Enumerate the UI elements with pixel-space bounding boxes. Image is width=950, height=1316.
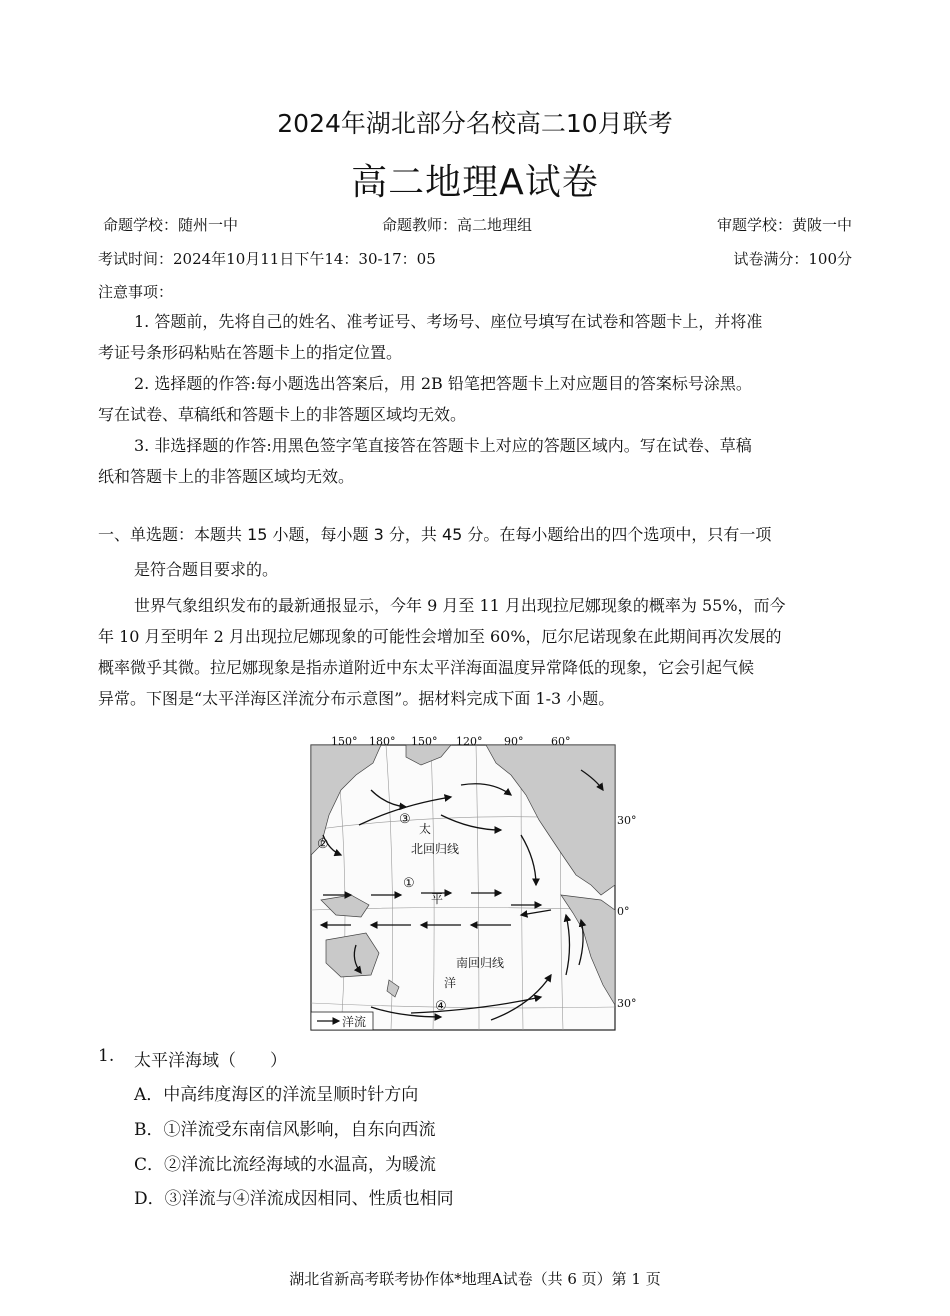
lon-label: 60° — [551, 735, 571, 748]
option-d: D．③洋流与④洋流成因相同、性质也相同 — [134, 1189, 454, 1209]
passage-line: 概率微乎其微。拉尼娜现象是指赤道附近中东太平洋海面温度异常降低的现象，它会引起气候 — [98, 658, 755, 677]
marker-1: ① — [403, 876, 415, 891]
notice-line: 考证号条形码粘贴在答题卡上的指定位置。 — [98, 343, 403, 362]
passage-line: 世界气象组织发布的最新通报显示，今年 9 月至 11 月出现拉尼娜现象的概率为 55%，而今 — [134, 596, 786, 615]
lat-label: 30° — [617, 997, 637, 1010]
lat-label: 30° — [617, 814, 637, 827]
section-heading: 一、单选题：本题共 15 小题，每小题 3 分，共 45 分。在每小题给出的四个选项中，只有一项 — [98, 525, 772, 544]
lon-label: 120° — [456, 735, 483, 748]
question-stem: 太平洋海域（ ） — [134, 1051, 287, 1071]
lon-label: 90° — [504, 735, 524, 748]
lon-label: 180° — [369, 735, 396, 748]
region-label: 太 — [419, 822, 432, 836]
marker-4: ④ — [435, 999, 447, 1014]
passage-line: 年 10 月至明年 2 月出现拉尼娜现象的可能性会增加至 60%，厄尔尼诺现象在此期间再次发展的 — [98, 627, 782, 646]
map-legend — [311, 1012, 373, 1030]
exam-subtitle: 高二地理A试卷 — [351, 162, 599, 203]
pacific-current-map — [311, 735, 637, 1030]
notice-line: 纸和答题卡上的非答题区域均无效。 — [98, 467, 355, 486]
notice-line: 1. 答题前，先将自己的姓名、准考证号、考场号、座位号填写在试卷和答题卡上，并将准 — [134, 312, 763, 331]
notice-item — [98, 368, 858, 430]
option-b: B．①洋流受东南信风影响，自东向西流 — [134, 1120, 436, 1140]
notice-item — [98, 430, 858, 492]
region-label: 南回归线 — [456, 956, 505, 970]
lon-label: 150° — [411, 735, 438, 748]
meta-reviewer: 审题学校：黄陂一中 — [716, 216, 852, 234]
option-a: A．中高纬度海区的洋流呈顺时针方向 — [134, 1085, 419, 1105]
region-label: 北回归线 — [411, 842, 460, 856]
section-heading-cont: 是符合题目要求的。 — [134, 560, 279, 579]
exam-title: 2024年湖北部分名校高二10月联考 — [277, 109, 673, 138]
passage-line: 异常。下图是“太平洋海区洋流分布示意图”。据材料完成下面 1-3 小题。 — [98, 689, 615, 708]
marker-2: ② — [317, 837, 329, 852]
notice-line: 2. 选择题的作答:每小题选出答案后，用 2B 铅笔把答题卡上对应题目的答案标号涂黑。 — [134, 374, 752, 393]
marker-3: ③ — [399, 812, 411, 827]
latitude-labels — [617, 814, 637, 1010]
passage — [98, 590, 858, 714]
notice-line: 3. 非选择题的作答:用黑色签字笔直接答在答题卡上对应的答题区域内。写在试卷、草稿 — [134, 436, 752, 455]
meta-time: 考试时间：2024年10月11日下午14：30-17：05 — [98, 250, 436, 268]
lon-label: 150° — [331, 735, 358, 748]
map-svg — [311, 735, 637, 1030]
meta-score: 试卷满分：100分 — [733, 250, 852, 268]
legend-label: 洋流 — [342, 1015, 367, 1029]
lat-label: 0° — [617, 905, 630, 918]
region-label: 平 — [431, 892, 444, 906]
meta-teacher: 命题教师：高二地理组 — [382, 216, 533, 234]
question-number: 1. — [98, 1046, 115, 1066]
notice-item — [98, 306, 858, 368]
page-footer: 湖北省新高考联考协作体*地理A试卷（共 6 页）第 1 页 — [289, 1270, 661, 1288]
notice-list — [98, 306, 858, 492]
meta-school: 命题学校：随州一中 — [103, 216, 239, 234]
option-c: C．②洋流比流经海域的水温高，为暖流 — [134, 1155, 437, 1175]
region-label: 洋 — [444, 976, 457, 990]
notice-line: 写在试卷、草稿纸和答题卡上的非答题区域均无效。 — [98, 405, 467, 424]
notice-heading: 注意事项： — [98, 283, 174, 301]
